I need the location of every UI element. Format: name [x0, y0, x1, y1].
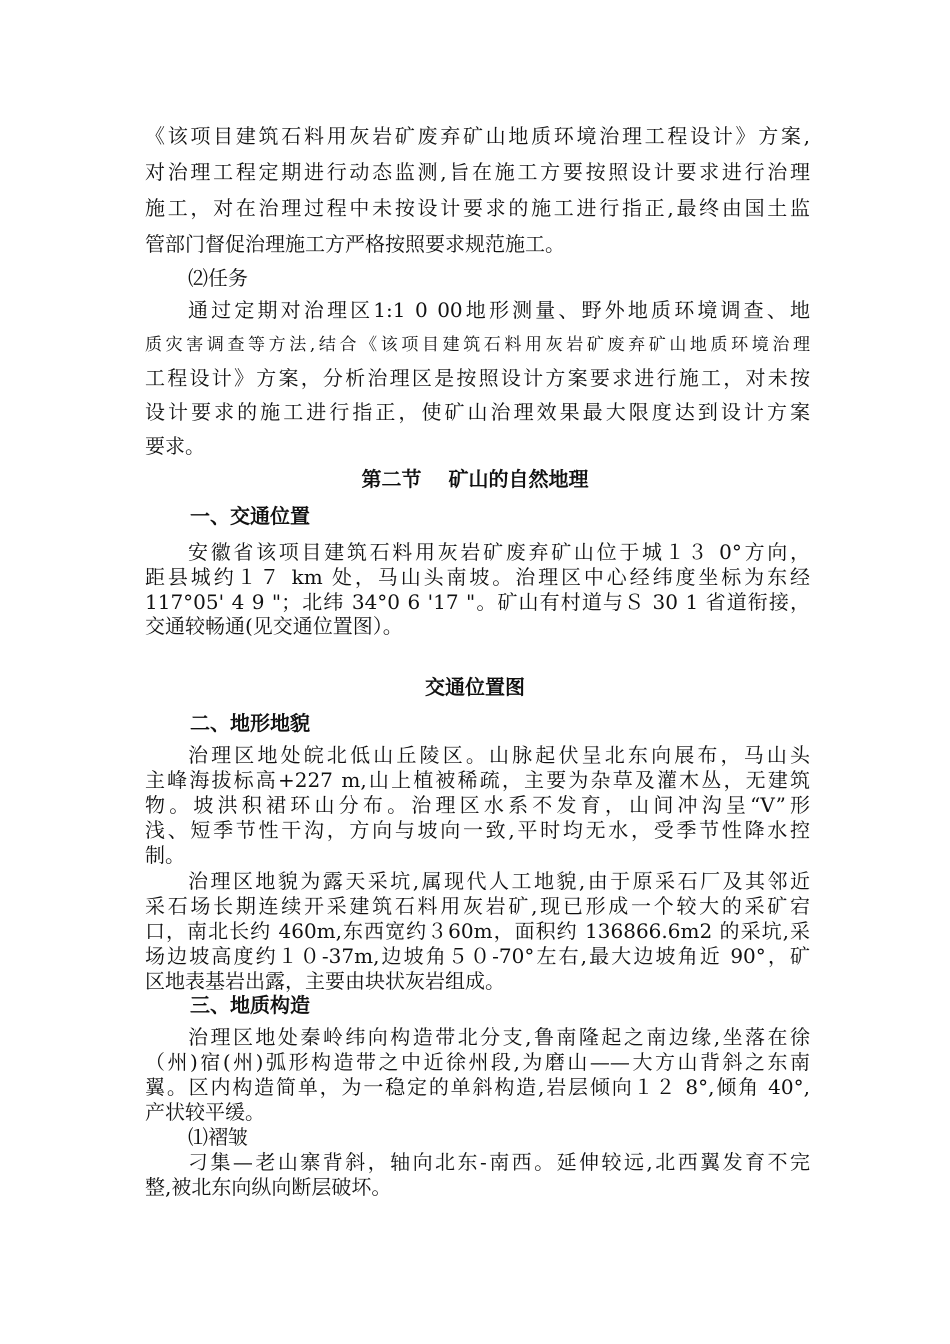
- paragraph-line: 采石场长期连续开采建筑石料用灰岩矿,现已形成一个较大的采矿宕: [145, 894, 810, 918]
- paragraph-line: 口，南北长约 460m,东西宽约３60m，面积约 136866.6m2 的采坑,采: [145, 919, 810, 943]
- paragraph-line: 工程设计》方案，分析治理区是按照设计方案要求进行施工，对未按: [145, 366, 810, 390]
- paragraph-line: 产状较平缓。: [145, 1100, 265, 1124]
- map-caption: 交通位置图: [425, 675, 525, 699]
- paragraph-line: 翼。区内构造简单，为一稳定的单斜构造,岩层倾向１２ 8°,倾角 40°,: [145, 1075, 810, 1099]
- paragraph-line: 117°05' 4 9 "；北纬 34°0 6 '17 "。矿山有村道与Ｓ 30 1 省道衔接，: [145, 590, 810, 614]
- paragraph-line: 管部门督促治理施工方严格按照要求规范施工。: [145, 232, 565, 256]
- paragraph-line: （州)宿(州)弧形构造带之中近徐州段,为磨山——大方山背斜之东南: [145, 1050, 810, 1074]
- paragraph-line: 整,被北东向纵向断层破坏。: [145, 1175, 392, 1199]
- paragraph-line: 物。坡洪积裙环山分布。治理区水系不发育，山间冲沟呈“V”形: [145, 793, 810, 817]
- task-label: ⑵任务: [188, 266, 248, 290]
- paragraph-line: 距县城约１７ km 处，马山头南坡。治理区中心经纬度坐标为东经: [145, 565, 810, 589]
- paragraph-line: 区地表基岩出露，主要由块状灰岩组成。: [145, 969, 505, 993]
- paragraph-line: 制。: [145, 843, 185, 867]
- paragraph-line: 设计要求的施工进行指正，使矿山治理效果最大限度达到设计方案: [145, 400, 810, 424]
- heading-traffic-location: 一、交通位置: [190, 504, 310, 528]
- paragraph-line: 浅、短季节性干沟，方向与坡向一致,平时均无水，受季节性降水控: [145, 818, 810, 842]
- paragraph-line: 交通较畅通(见交通位置图）。: [145, 614, 403, 638]
- paragraph-line: 场边坡高度约１０-37m,边坡角５０-70°左右,最大边坡角近 90°，矿: [145, 944, 810, 968]
- paragraph-line: 要求。: [145, 434, 205, 458]
- paragraph-line: 质灾害调查等方法,结合《该项目建筑石料用灰岩矿废弃矿山地质环境治理: [145, 335, 810, 355]
- paragraph-line: 对治理工程定期进行动态监测,旨在施工方要按照设计要求进行治理: [145, 160, 810, 184]
- heading-geology: 三、地质构造: [190, 993, 310, 1017]
- paragraph-line: 刁集—老山寨背斜，轴向北东-南西。延伸较远,北西翼发育不完: [188, 1150, 810, 1174]
- paragraph-line: 安徽省该项目建筑石料用灰岩矿废弃矿山位于城１３ 0°方向，: [188, 540, 810, 564]
- paragraph-line: 通过定期对治理区1:1 0 00地形测量、野外地质环境调查、地: [188, 298, 810, 322]
- paragraph-line: 治理区地貌为露天采坑,属现代人工地貌,由于原采石厂及其邻近: [188, 869, 810, 893]
- section-title: 第二节 矿山的自然地理: [361, 467, 589, 491]
- paragraph-line: 施工，对在治理过程中未按设计要求的施工进行指正,最终由国土监: [145, 196, 810, 220]
- fold-label: ⑴褶皱: [188, 1125, 248, 1149]
- paragraph-line: 《该项目建筑石料用灰岩矿废弃矿山地质环境治理工程设计》方案,: [145, 124, 810, 148]
- paragraph-line: 主峰海拔标高+227 m,山上植被稀疏，主要为杂草及灌木丛，无建筑: [145, 768, 810, 792]
- heading-terrain: 二、地形地貌: [190, 711, 310, 735]
- paragraph-line: 治理区地处皖北低山丘陵区。山脉起伏呈北东向展布，马山头: [188, 743, 810, 767]
- paragraph-line: 治理区地处秦岭纬向构造带北分支,鲁南隆起之南边缘,坐落在徐: [188, 1025, 810, 1049]
